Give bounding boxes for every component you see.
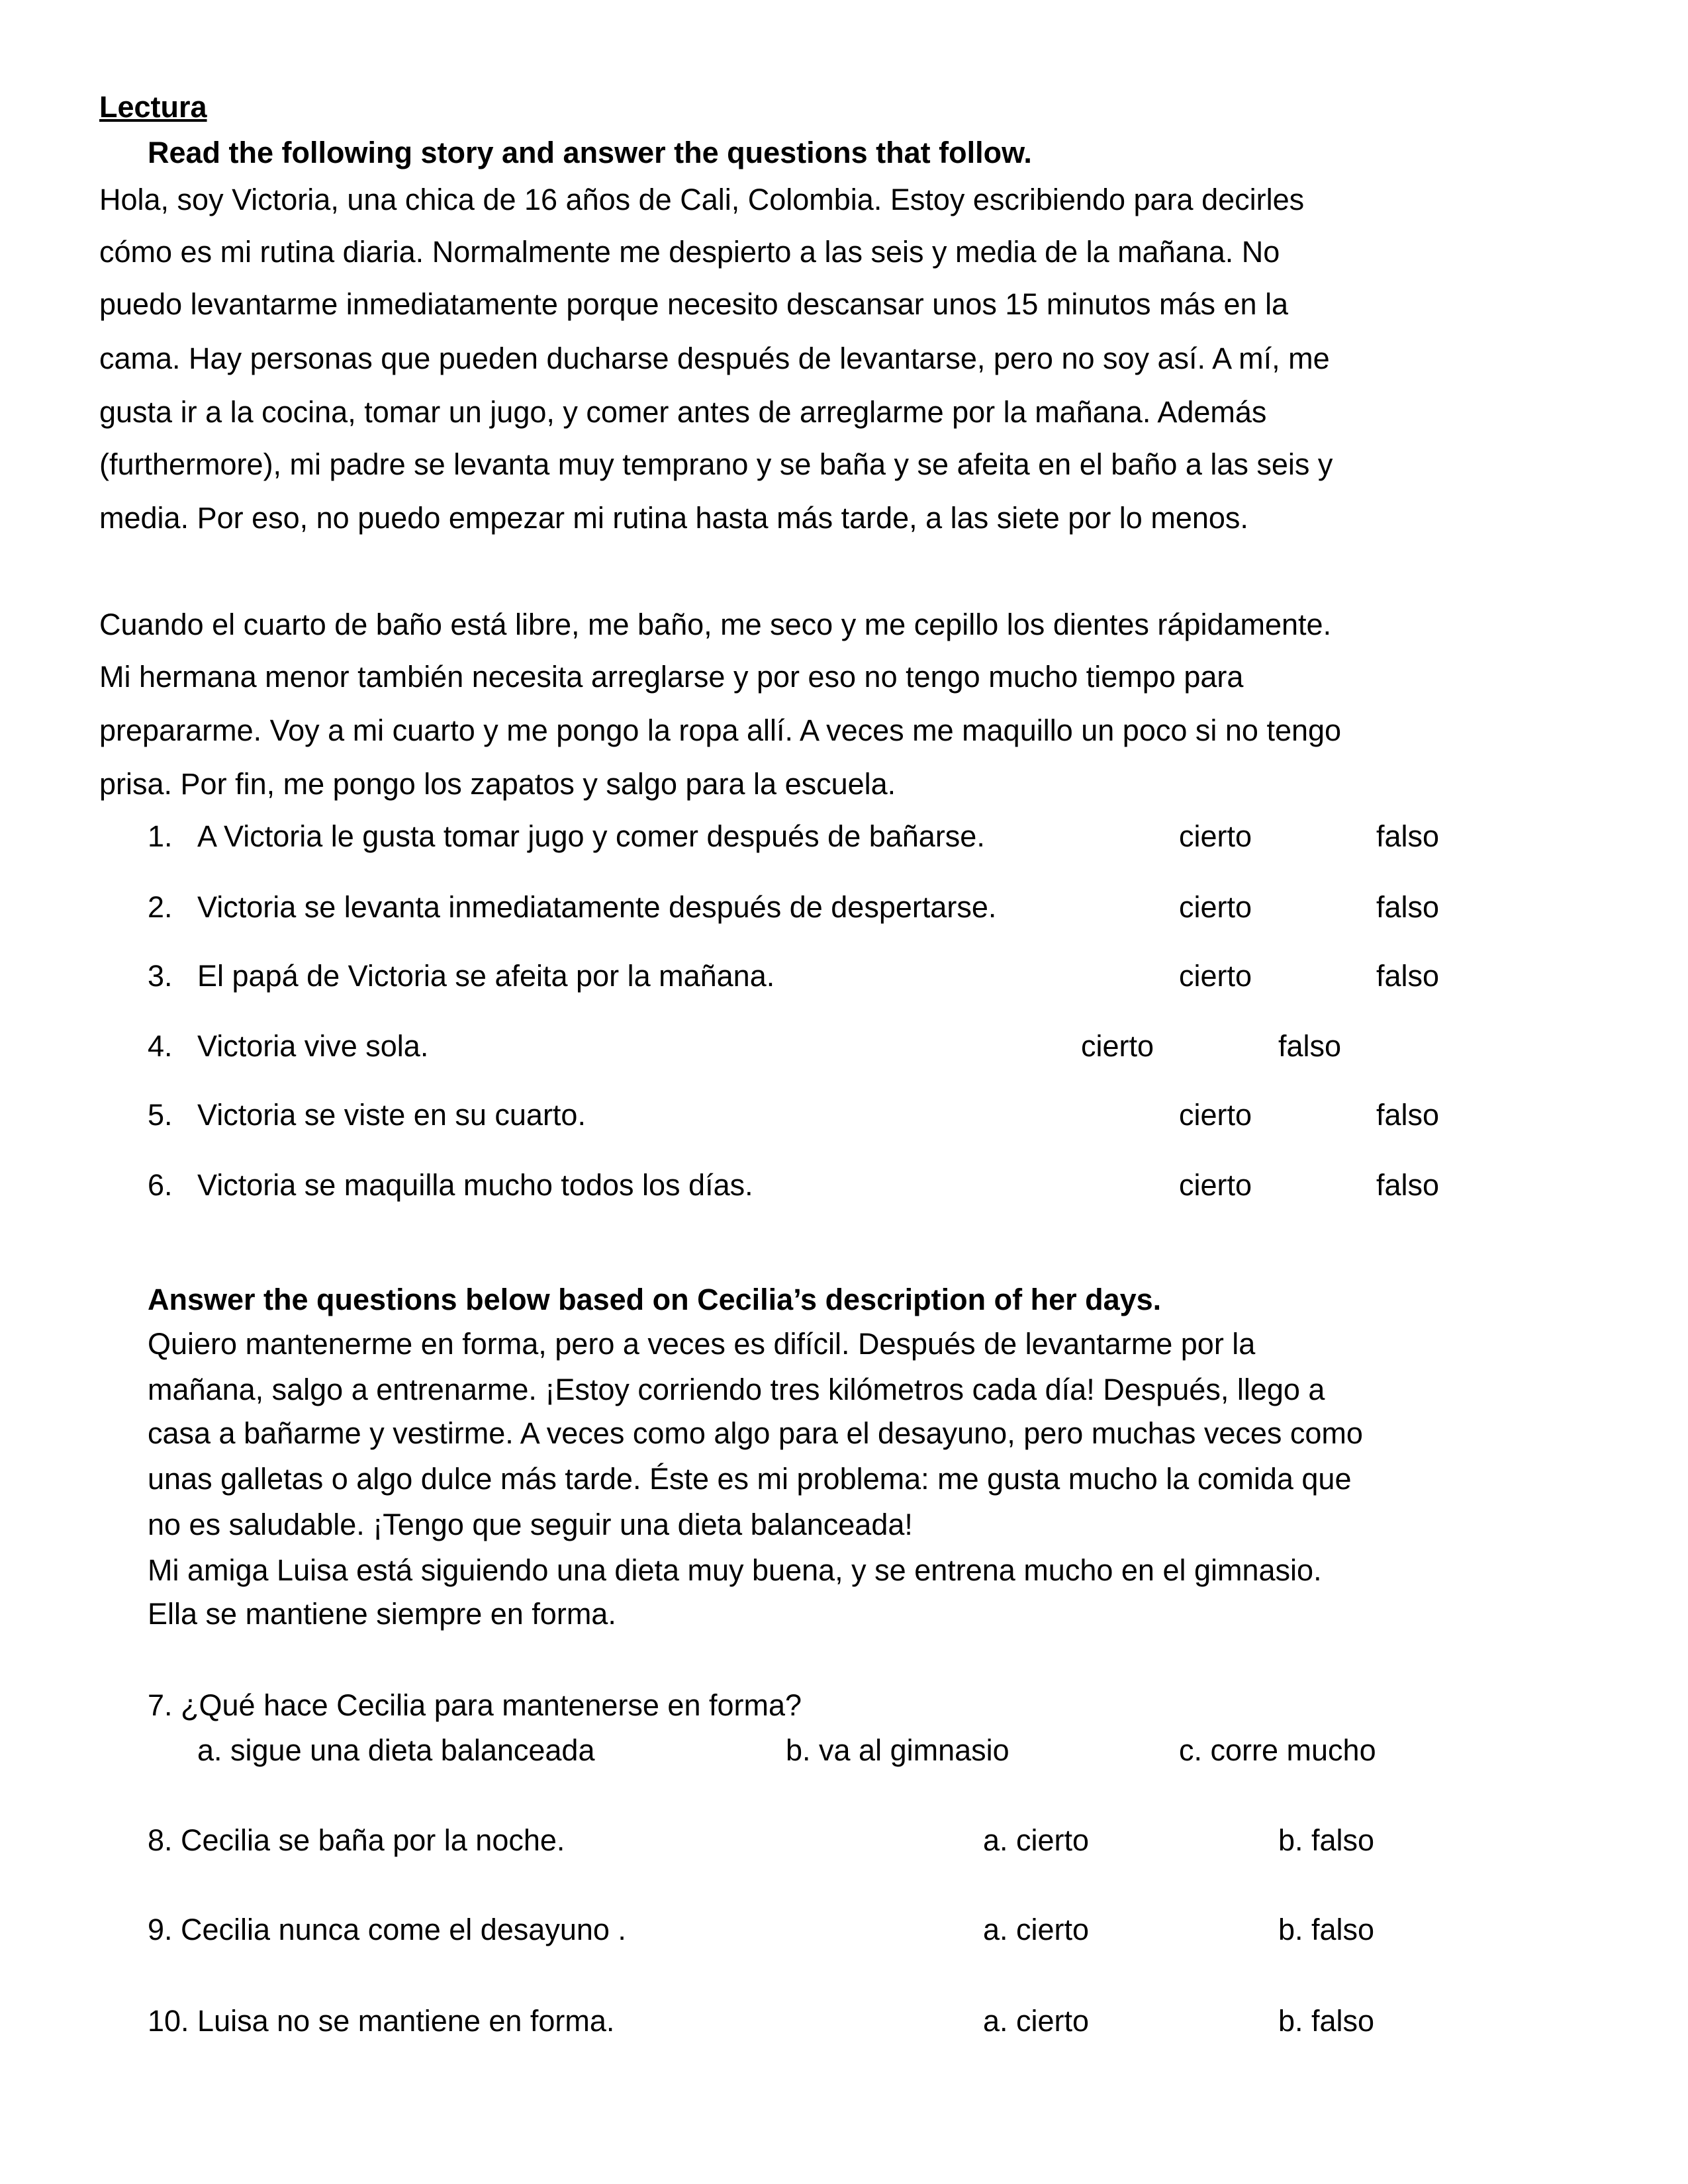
option-cierto[interactable]: cierto <box>1179 1098 1252 1132</box>
question-number: 1. <box>148 819 173 853</box>
story-line: puedo levantarme inmediatamente porque necesito descansar unos 15 minutos más en la <box>99 287 1289 321</box>
story-line: Mi hermana menor también necesita arreglarse y por eso no tengo mucho tiempo para <box>99 660 1244 694</box>
option-cierto[interactable]: a. cierto <box>983 1913 1090 1946</box>
question-text: A Victoria le gusta tomar jugo y comer después de bañarse. <box>197 819 985 853</box>
option-cierto[interactable]: cierto <box>1081 1029 1154 1063</box>
option-cierto[interactable]: cierto <box>1179 959 1252 993</box>
option-falso[interactable]: b. falso <box>1278 2004 1375 2038</box>
option-falso[interactable]: falso <box>1376 819 1440 853</box>
story-line: unas galletas o algo dulce más tarde. Éste es mi problema: me gusta mucho la comida que <box>148 1462 1352 1496</box>
option-falso[interactable]: falso <box>1376 1168 1440 1202</box>
option-cierto[interactable]: a. cierto <box>983 2004 1090 2038</box>
question-text: 9. Cecilia nunca come el desayuno . <box>148 1913 626 1946</box>
question-text: Victoria se viste en su cuarto. <box>197 1098 586 1132</box>
story-line: prisa. Por fin, me pongo los zapatos y salgo para la escuela. <box>99 767 896 801</box>
story-line: no es saludable. ¡Tengo que seguir una dieta balanceada! <box>148 1508 913 1541</box>
question-text: El papá de Victoria se afeita por la mañana. <box>197 959 775 993</box>
question-number: 6. <box>148 1168 173 1202</box>
question-text: 10. Luisa no se mantiene en forma. <box>148 2004 615 2038</box>
question-number: 4. <box>148 1029 173 1063</box>
question-text: 8. Cecilia se baña por la noche. <box>148 1823 565 1857</box>
story-line: Hola, soy Victoria, una chica de 16 años de Cali, Colombia. Estoy escribiendo para decirles <box>99 183 1305 216</box>
story-line: (furthermore), mi padre se levanta muy temprano y se baña y se afeita en el baño a las seis y <box>99 447 1333 481</box>
option-cierto[interactable]: a. cierto <box>983 1823 1090 1857</box>
story-line: Quiero mantenerme en forma, pero a veces es difícil. Después de levantarme por la <box>148 1327 1256 1361</box>
story-line: prepararme. Voy a mi cuarto y me pongo la ropa allí. A veces me maquillo un poco si no tengo <box>99 713 1342 747</box>
question-text: Victoria se levanta inmediatamente después de despertarse. <box>197 890 997 924</box>
option-falso[interactable]: b. falso <box>1278 1913 1375 1946</box>
story-line: Mi amiga Luisa está siguiendo una dieta muy buena, y se entrena mucho en el gimnasio. <box>148 1553 1322 1587</box>
question-text: 7. ¿Qué hace Cecilia para mantenerse en forma? <box>148 1688 802 1722</box>
option-cierto[interactable]: cierto <box>1179 819 1252 853</box>
instructions-1: Read the following story and answer the questions that follow. <box>148 136 1032 169</box>
story-line: cama. Hay personas que pueden ducharse después de levantarse, pero no soy así. A mí, me <box>99 341 1330 375</box>
instructions-2: Answer the questions below based on Cecilia’s description of her days. <box>148 1283 1162 1316</box>
question-number: 3. <box>148 959 173 993</box>
story-line: media. Por eso, no puedo empezar mi rutina hasta más tarde, a las siete por lo menos. <box>99 501 1248 535</box>
option-falso[interactable]: falso <box>1278 1029 1342 1063</box>
page-title: Lectura <box>99 90 207 124</box>
story-line: cómo es mi rutina diaria. Normalmente me despierto a las seis y media de la mañana. No <box>99 235 1280 269</box>
story-line: mañana, salgo a entrenarme. ¡Estoy corriendo tres kilómetros cada día! Después, llego a <box>148 1373 1325 1406</box>
option-cierto[interactable]: cierto <box>1179 890 1252 924</box>
option-falso[interactable]: falso <box>1376 890 1440 924</box>
question-text: Victoria vive sola. <box>197 1029 429 1063</box>
option-b[interactable]: b. va al gimnasio <box>786 1733 1009 1767</box>
option-c[interactable]: c. corre mucho <box>1179 1733 1376 1767</box>
story-line: Cuando el cuarto de baño está libre, me baño, me seco y me cepillo los dientes rápidamente. <box>99 608 1332 641</box>
question-number: 2. <box>148 890 173 924</box>
question-number: 5. <box>148 1098 173 1132</box>
option-cierto[interactable]: cierto <box>1179 1168 1252 1202</box>
story-line: casa a bañarme y vestirme. A veces como algo para el desayuno, pero muchas veces como <box>148 1416 1363 1450</box>
story-line: gusta ir a la cocina, tomar un jugo, y comer antes de arreglarme por la mañana. Además <box>99 395 1267 429</box>
question-text: Victoria se maquilla mucho todos los días. <box>197 1168 753 1202</box>
story-line: Ella se mantiene siempre en forma. <box>148 1597 616 1631</box>
option-falso[interactable]: falso <box>1376 959 1440 993</box>
option-falso[interactable]: falso <box>1376 1098 1440 1132</box>
option-a[interactable]: a. sigue una dieta balanceada <box>197 1733 595 1767</box>
option-falso[interactable]: b. falso <box>1278 1823 1375 1857</box>
